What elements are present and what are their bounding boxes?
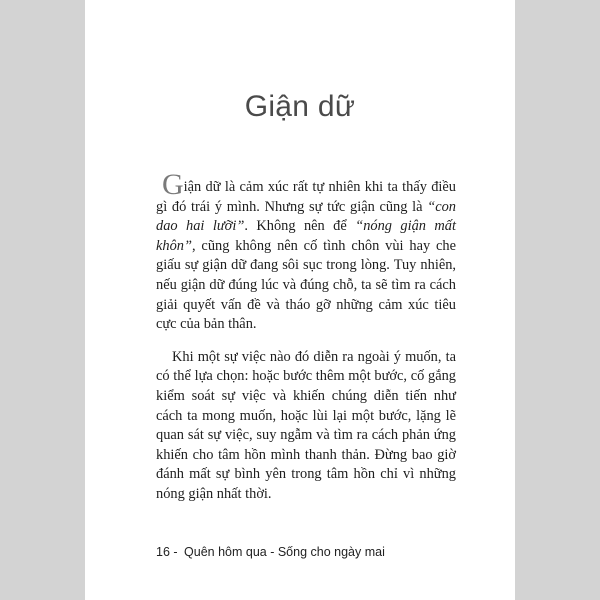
- paragraph-1-text-a: iận dữ là cảm xúc rất tự nhiên khi ta thấy điều gì đó trái ý mình. Nhưng sự tức giận cũng là: [156, 179, 456, 215]
- book-page: [85, 0, 515, 600]
- paragraph-1-text-b: . Không nên để: [244, 218, 356, 235]
- paragraph-1-text-c: , cũng không nên cố tình chôn vùi hay che giấu sự giận dữ đang sôi sục trong lòng. Tuy nhiên, nếu giận dữ đúng lúc và đúng chỗ, ta sẽ tìm ra cách giải quyết vấn đề và tháo gỡ những cảm xúc tiêu cực của bản thân.: [156, 237, 456, 333]
- idiom-anger-loses-wisdom: “nóng giận mất khôn”: [156, 218, 456, 254]
- chapter-body: [156, 168, 456, 505]
- drop-cap: G: [162, 168, 184, 201]
- paragraph-2: Khi một sự việc nào đó diễn ra ngoài ý muốn, ta có thể lựa chọn: hoặc bước thêm một bước, cố gắng kiểm soát sự việc và khiến chúng diễn tiến như cách ta mong muốn, hoặc lùi lại một bước, lặng lẽ quan sát sự việc, suy ngẫm và tìm ra cách phản ứng khiến cho tâm hồn mình thanh thản. Đừng bao giờ đánh mất sự bình yên trong tâm hồn chỉ vì những nóng giận nhất thời.: [156, 348, 456, 502]
- paragraph-1: [156, 168, 456, 335]
- page-number: 16 -: [156, 545, 178, 559]
- page-footer: [156, 545, 385, 559]
- book-title: Quên hôm qua - Sống cho ngày mai: [184, 545, 385, 559]
- chapter-title: Giận dữ: [244, 90, 356, 123]
- idiom-double-edged-knife: “con dao hai lưỡi”: [156, 198, 456, 235]
